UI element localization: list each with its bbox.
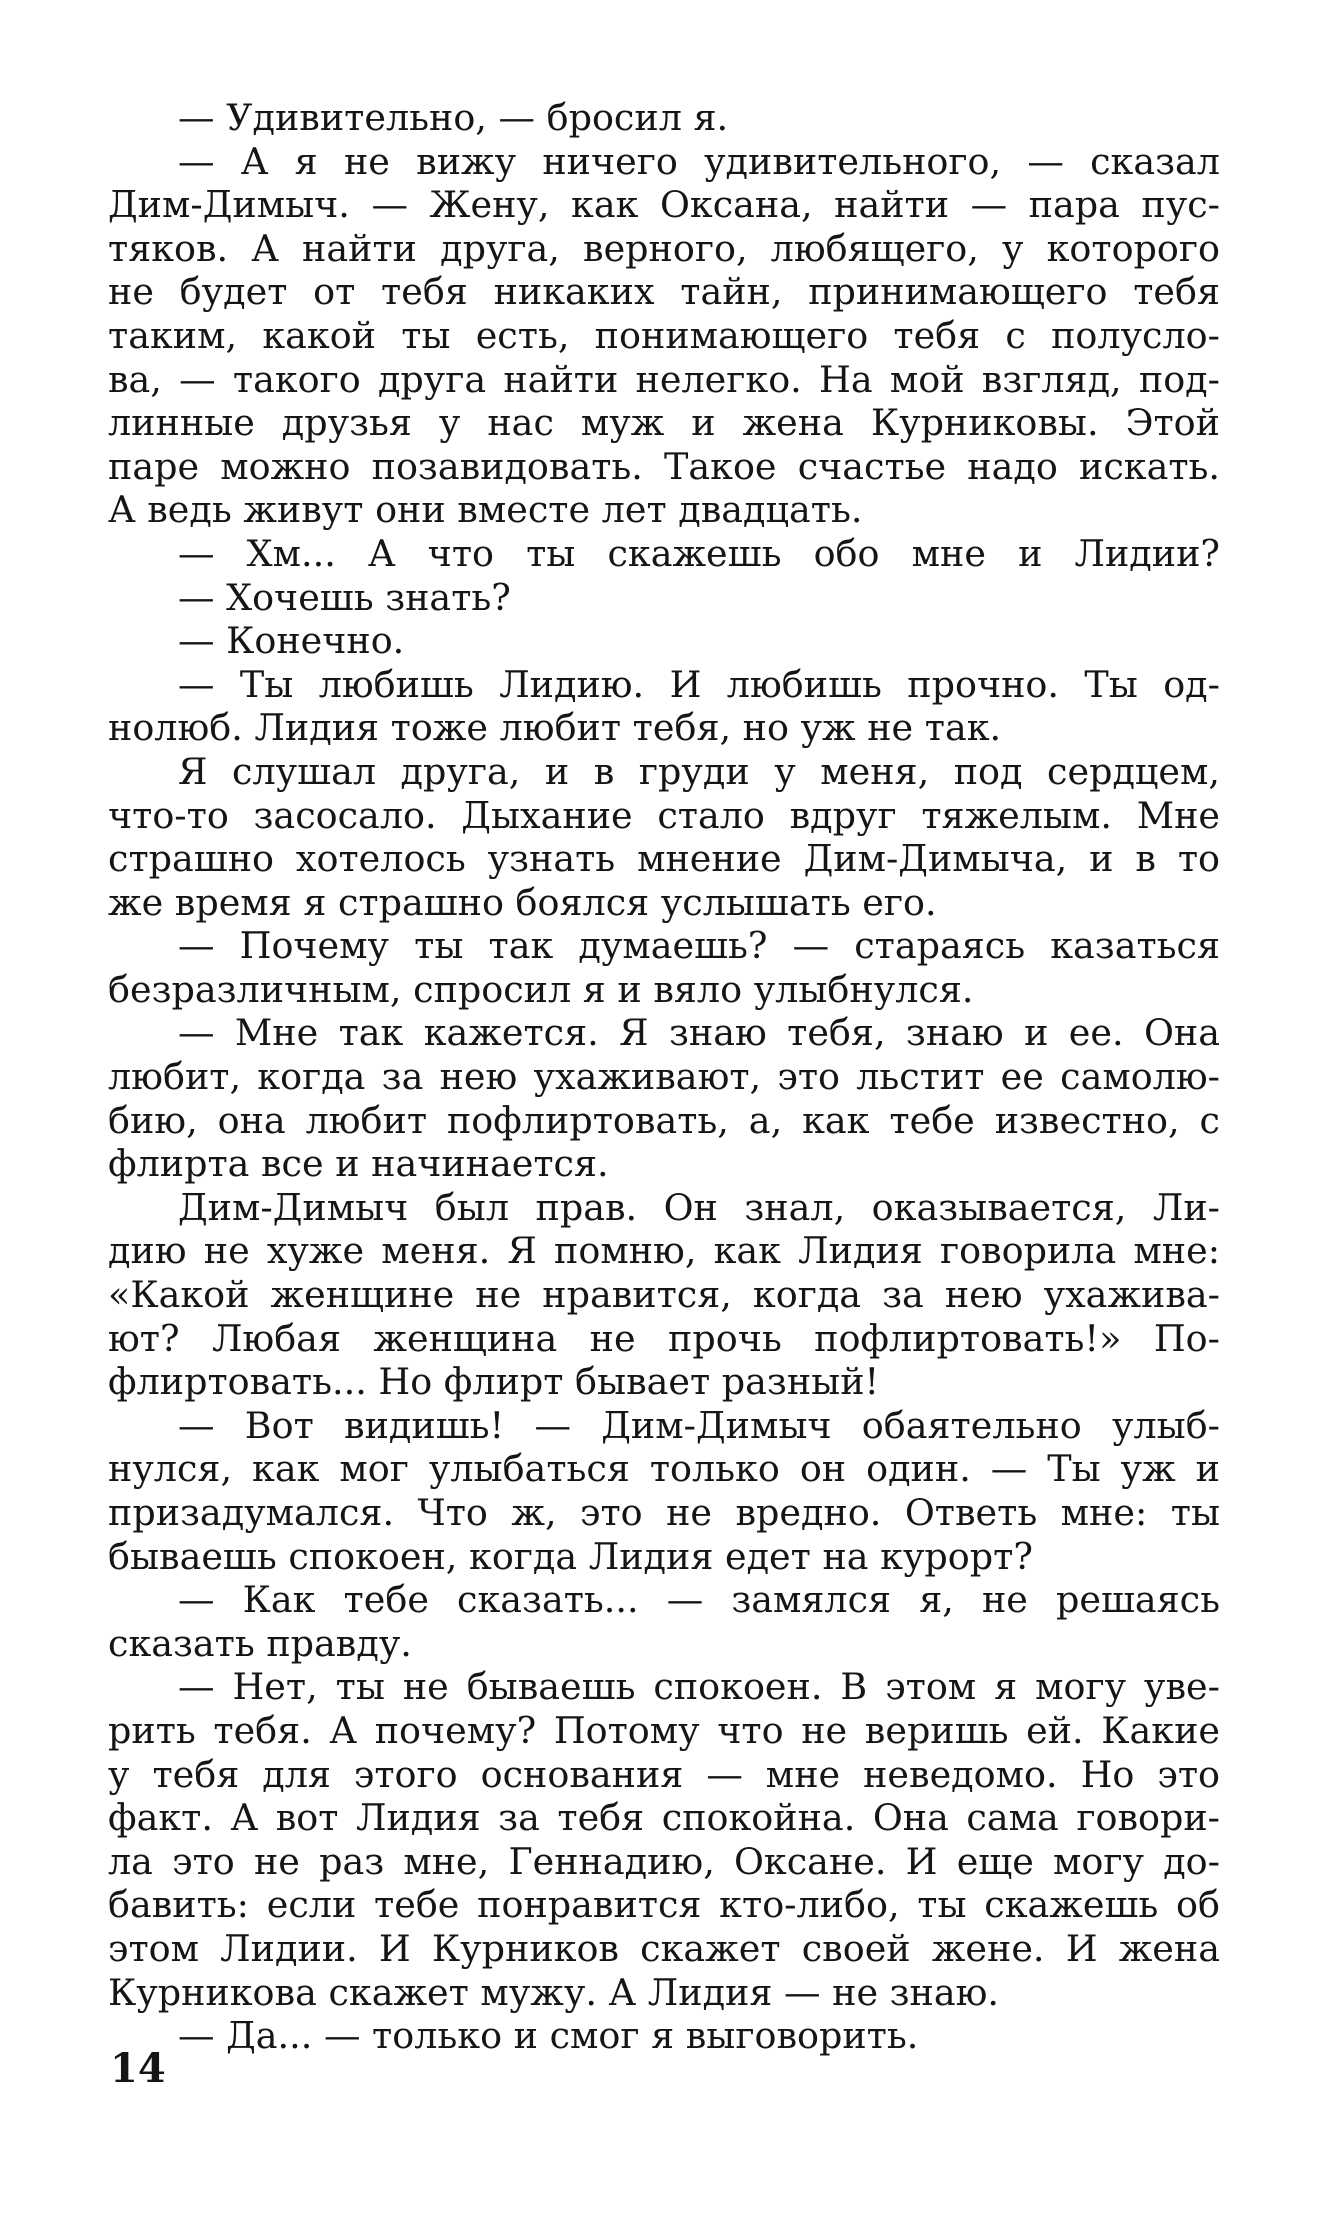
text-line: — Ты любишь Лидию. И любишь прочно. Ты од-: [178, 662, 1220, 706]
text-line: любит, когда за нею ухаживают, это льстит ее самолю-: [108, 1055, 1220, 1099]
text-line: ют? Любая женщина не прочь пофлиртовать!» По-: [108, 1316, 1220, 1360]
text-line: — А я не вижу ничего удивительного, — сказал: [178, 139, 1220, 183]
text-line: линные друзья у нас муж и жена Курниковы. Этой: [108, 401, 1220, 445]
text-line: бываешь спокоен, когда Лидия едет на курорт?: [108, 1534, 1033, 1578]
text-line: Дим-Димыч. — Жену, как Оксана, найти — пара пус-: [108, 183, 1220, 227]
text-line: — Мне так кажется. Я знаю тебя, знаю и ее. Она: [178, 1011, 1220, 1055]
text-line: дию не хуже меня. Я помню, как Лидия говорила мне:: [108, 1229, 1220, 1273]
text-line: ва, — такого друга найти нелегко. На мой взгляд, под-: [108, 357, 1220, 401]
text-line: — Нет, ты не бываешь спокоен. В этом я могу уве-: [178, 1665, 1220, 1709]
text-line: таким, какой ты есть, понимающего тебя с полусло-: [108, 313, 1220, 357]
text-line: бавить: если тебе понравится кто-либо, ты скажешь об: [108, 1883, 1220, 1927]
text-line: факт. А вот Лидия за тебя спокойна. Она сама говори-: [108, 1796, 1220, 1840]
text-line: Дим-Димыч был прав. Он знал, оказывается, Ли-: [178, 1185, 1220, 1229]
text-line: нолюб. Лидия тоже любит тебя, но уж не так.: [108, 706, 1002, 750]
text-line: этом Лидии. И Курников скажет своей жене. И жена: [108, 1926, 1220, 1970]
text-line: — Удивительно, — бросил я.: [178, 96, 729, 139]
text-line: не будет от тебя никаких тайн, принимающего тебя: [108, 270, 1220, 314]
text-line: — Конечно.: [178, 619, 405, 663]
text-line: что-то засосало. Дыхание стало вдруг тяжелым. Мне: [108, 793, 1220, 837]
text-line: страшно хотелось узнать мнение Дим-Димыча, и в то: [108, 837, 1220, 881]
text-line: — Как тебе сказать... — замялся я, не решаясь: [178, 1578, 1220, 1622]
text-line: — Да... — только и смог я выговорить.: [178, 2014, 919, 2058]
text-line: нулся, как мог улыбаться только он один. — Ты уж и: [108, 1447, 1220, 1491]
text-line: призадумался. Что ж, это не вредно. Ответь мне: ты: [108, 1491, 1220, 1534]
book-page-text: [108, 96, 1220, 2058]
text-line: — Хм... А что ты скажешь обо мне и Лидии?: [178, 531, 1220, 575]
page-number: 14: [110, 2045, 166, 2092]
text-line: — Почему ты так думаешь? — стараясь казаться: [178, 924, 1220, 968]
text-line: А ведь живут они вместе лет двадцать.: [108, 488, 863, 532]
text-line: Курникова скажет мужу. А Лидия — не знаю.: [108, 1970, 1000, 2014]
text-line: флирта все и начинается.: [108, 1142, 609, 1186]
text-line: паре можно позавидовать. Такое счастье надо искать.: [108, 444, 1220, 488]
text-line: рить тебя. А почему? Потому что не веришь ей. Какие: [108, 1708, 1220, 1752]
text-line: Я слушал друга, и в груди у меня, под сердцем,: [178, 749, 1220, 793]
text-line: у тебя для этого основания — мне неведомо. Но это: [108, 1752, 1220, 1796]
text-line: тяков. А найти друга, верного, любящего, у которого: [108, 226, 1220, 270]
text-line: бию, она любит пофлиртовать, а, как тебе известно, с: [108, 1098, 1220, 1142]
text-line: ла это не раз мне, Геннадию, Оксане. И еще могу до-: [108, 1839, 1220, 1883]
text-line: флиртовать... Но флирт бывает разный!: [108, 1360, 880, 1404]
text-line: же время я страшно боялся услышать его.: [108, 880, 937, 924]
text-line: — Вот видишь! — Дим-Димыч обаятельно улыб-: [178, 1403, 1220, 1447]
text-line: — Хочешь знать?: [178, 575, 511, 619]
text-line: безразличным, спросил я и вяло улыбнулся.: [108, 967, 974, 1011]
text-line: сказать правду.: [108, 1621, 412, 1665]
text-line: «Какой женщине не нравится, когда за нею ухажива-: [108, 1273, 1220, 1317]
